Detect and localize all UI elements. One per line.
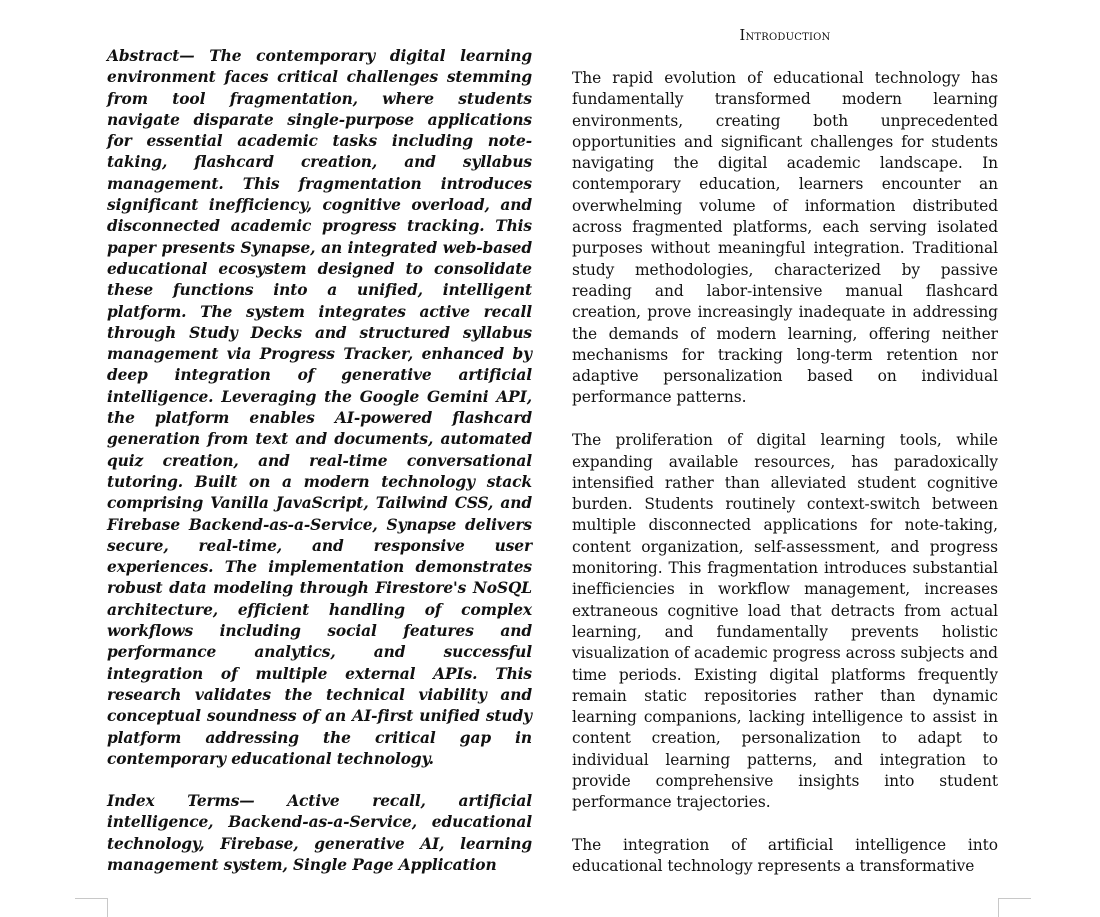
index-terms-paragraph [107, 791, 532, 876]
abstract-label: Abstract— [107, 47, 195, 65]
intro-paragraph-1: The rapid evolution of educational technology has fundamentally transformed modern learning environments, creating both unprecedented opportunities and significant challenges for students navigating the digital academic landscape. In contemporary education, learners encounter an overwhelming volume of information distributed across fragmented platforms, each serving isolated purposes without meaningful integration. Traditional study methodologies, characterized by passive reading and labor-intensive manual flashcard creation, prove increasingly inadequate in addressing the demands of modern learning, offering neither mechanisms for tracking long-term retention nor adaptive personalization based on individual performance patterns. [572, 69, 998, 407]
intro-paragraph-2: The proliferation of digital learning tools, while expanding available resources, has paradoxically intensified rather than alleviated student cognitive burden. Students routinely context-switch between multiple disconnected applications for note-taking, content organization, self-assessment, and progress monitoring. This fragmentation introduces substantial inefficiencies in workflow management, increases extraneous cognitive load that detracts from actual learning, and fundamentally prevents holistic visualization of academic progress across subjects and time periods. Existing digital platforms frequently remain static repositories rather than dynamic learning companions, lacking intelligence to assist in content creation, personalization to adapt to individual learning patterns, and integration to provide comprehensive insights into student performance trajectories. [572, 431, 998, 812]
crop-mark-bottom-right [998, 898, 1031, 917]
section-heading-introduction: Introduction [739, 28, 831, 44]
left-column [107, 46, 532, 876]
right-column [572, 26, 998, 899]
abstract-text: The contemporary digital learning environment faces critical challenges stemming from tool fragmentation, where students navigate disparate single-purpose applications for essential academic tasks including note-taking, flashcard creation, and syllabus management. This fragmentation introduces significant inefficiency, cognitive overload, and disconnected academic progress tracking. This paper presents Synapse, an integrated web-based educational ecosystem designed to consolidate these functions into a unified, intelligent platform. The system integrates active recall through Study Decks and structured syllabus management via Progress Tracker, enhanced by deep integration of generative artificial intelligence. Leveraging the Google Gemini API, the platform enables AI-powered flashcard generation from text and documents, automated quiz creation, and real-time conversational tutoring. Built on a modern technology stack comprising Vanilla JavaScript, Tailwind CSS, and Firebase Backend-as-a-Service, Synapse delivers secure, real-time, and responsive user experiences. The implementation demonstrates robust data modeling through Firestore's NoSQL architecture, efficient handling of complex workflows including social features and performance analytics, and successful integration of multiple external APIs. This research validates the technical viability and conceptual soundness of an AI-first unified study platform addressing the critical gap in contemporary educational technology. [107, 47, 532, 768]
intro-paragraph-3: The integration of artificial intelligence into educational technology represents a transformative [572, 836, 998, 876]
crop-mark-bottom-left [75, 898, 108, 917]
abstract-paragraph [107, 46, 532, 770]
index-terms-text: Active recall, artificial intelligence, Backend-as-a-Service, educational technology, Firebase, generative AI, learning management system, Single Page Application [107, 792, 532, 874]
index-terms-label: Index Terms— [107, 792, 255, 811]
